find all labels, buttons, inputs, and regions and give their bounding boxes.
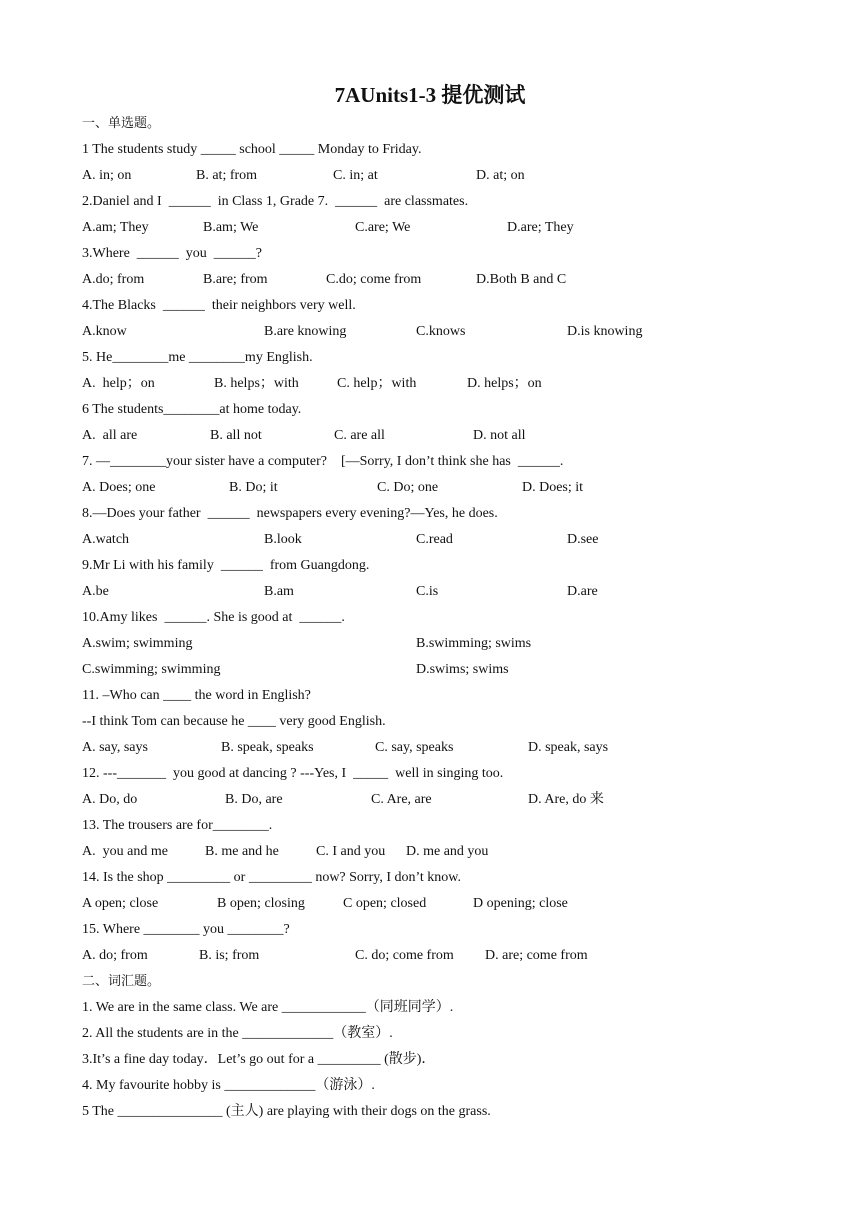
answer-option: D.see bbox=[567, 532, 599, 547]
vocab-question: 2. All the students are in the _____________（教室）. bbox=[82, 1026, 393, 1041]
answer-option: A.be bbox=[82, 584, 109, 599]
page-title: 7AUnits1-3 提优测试 bbox=[334, 83, 526, 107]
answer-option: D. speak, says bbox=[528, 740, 609, 755]
question-text: 15. Where ________ you ________? bbox=[82, 922, 290, 937]
answer-option: B.am bbox=[264, 584, 294, 599]
answer-option: C.are; We bbox=[355, 220, 411, 235]
answer-option: B.are knowing bbox=[264, 324, 347, 339]
answer-option: B. Do, are bbox=[225, 792, 283, 807]
answer-option: C. do; come from bbox=[355, 948, 454, 963]
vocab-question: 5 The _______________ (主人) are playing with their dogs on the grass. bbox=[82, 1104, 491, 1119]
answer-option: D.is knowing bbox=[567, 324, 643, 339]
question-text: 6 The students________at home today. bbox=[82, 402, 302, 417]
answer-option: A. help；on bbox=[82, 376, 155, 391]
answer-option: B. me and he bbox=[205, 844, 279, 859]
answer-option: A. you and me bbox=[82, 844, 168, 859]
question-text: 4.The Blacks ______ their neighbors very well. bbox=[82, 298, 356, 313]
answer-option: D.are bbox=[567, 584, 598, 599]
answer-option: D.Both B and C bbox=[476, 272, 567, 287]
question-text: 9.Mr Li with his family ______ from Guangdong. bbox=[82, 558, 370, 573]
question-text: 3.Where ______ you ______? bbox=[82, 246, 263, 261]
answer-option: B.swimming; swims bbox=[416, 636, 532, 651]
answer-option: A.do; from bbox=[82, 272, 145, 287]
answer-option: A. Does; one bbox=[82, 480, 156, 495]
answer-option: C. in; at bbox=[333, 168, 378, 183]
answer-option: C.do; come from bbox=[326, 272, 422, 287]
question-text: 11. –Who can ____ the word in English? bbox=[82, 688, 311, 703]
question-text: 8.—Does your father ______ newspapers every evening?—Yes, he does. bbox=[82, 506, 498, 521]
vocab-question: 4. My favourite hobby is _____________（游泳）. bbox=[82, 1078, 375, 1093]
answer-option: D opening; close bbox=[473, 896, 568, 911]
answer-option: B. Do; it bbox=[229, 480, 278, 495]
question-text: 1 The students study _____ school _____ Monday to Friday. bbox=[82, 142, 422, 157]
section-heading: 一、单选题。 bbox=[82, 116, 161, 131]
answer-option: C.swimming; swimming bbox=[82, 662, 221, 677]
answer-option: A.am; They bbox=[82, 220, 149, 235]
answer-option: C.read bbox=[416, 532, 453, 547]
answer-option: B.look bbox=[264, 532, 302, 547]
answer-option: D. are; come from bbox=[485, 948, 588, 963]
answer-option: C. Do; one bbox=[377, 480, 439, 495]
answer-option: B.am; We bbox=[203, 220, 259, 235]
answer-option: C. Are, are bbox=[371, 792, 432, 807]
answer-option: C. I and you bbox=[316, 844, 386, 859]
vocab-question: 3.It’s a fine day today．Let’s go out for a _________ (散步)． bbox=[82, 1052, 436, 1067]
answer-option: C open; closed bbox=[343, 896, 427, 911]
answer-option: B.are; from bbox=[203, 272, 268, 287]
answer-option: C. help；with bbox=[337, 376, 417, 391]
answer-option: A. do; from bbox=[82, 948, 148, 963]
question-text: 5. He________me ________my English. bbox=[82, 350, 313, 365]
answer-option: A. all are bbox=[82, 428, 138, 443]
answer-option: C.is bbox=[416, 584, 439, 599]
answer-option: A.know bbox=[82, 324, 127, 339]
answer-option: A.watch bbox=[82, 532, 130, 547]
answer-option: A. Do, do bbox=[82, 792, 138, 807]
answer-option: C. are all bbox=[334, 428, 385, 443]
answer-option: C. say, speaks bbox=[375, 740, 454, 755]
vocab-question: 1. We are in the same class. We are ____________（同班同学）. bbox=[82, 1000, 454, 1015]
answer-option: B. speak, speaks bbox=[221, 740, 314, 755]
answer-option: B. helps；with bbox=[214, 376, 299, 391]
answer-option: A. in; on bbox=[82, 168, 132, 183]
answer-option: D.swims; swims bbox=[416, 662, 509, 677]
question-text: 2.Daniel and I ______ in Class 1, Grade 7. ______ are classmates. bbox=[82, 194, 469, 209]
answer-option: B. is; from bbox=[199, 948, 260, 963]
section-heading: 二、词汇题。 bbox=[82, 974, 161, 989]
answer-option: D. Are, do 来 bbox=[528, 792, 604, 807]
answer-option: B. all not bbox=[210, 428, 262, 443]
answer-option: A.swim; swimming bbox=[82, 636, 193, 651]
answer-option: B. at; from bbox=[196, 168, 258, 183]
answer-option: D. me and you bbox=[406, 844, 489, 859]
answer-option: D. at; on bbox=[476, 168, 525, 183]
question-text: 14. Is the shop _________ or _________ now? Sorry, I don’t know. bbox=[82, 870, 462, 885]
answer-option: A. say, says bbox=[82, 740, 148, 755]
answer-option: C.knows bbox=[416, 324, 466, 339]
answer-option: D. Does; it bbox=[522, 480, 584, 495]
question-text: 7. —________your sister have a computer? [—Sorry, I don’t think she has ______. bbox=[82, 454, 564, 469]
question-text: --I think Tom can because he ____ very good English. bbox=[82, 714, 386, 729]
answer-option: D. helps；on bbox=[467, 376, 542, 391]
question-text: 13. The trousers are for________. bbox=[82, 818, 273, 833]
answer-option: D.are; They bbox=[507, 220, 574, 235]
question-text: 10.Amy likes ______. She is good at ______. bbox=[82, 610, 345, 625]
answer-option: B open; closing bbox=[217, 896, 305, 911]
answer-option: D. not all bbox=[473, 428, 526, 443]
answer-option: A open; close bbox=[82, 896, 159, 911]
question-text: 12. ---_______ you good at dancing ? ---Yes, I _____ well in singing too. bbox=[82, 766, 504, 781]
